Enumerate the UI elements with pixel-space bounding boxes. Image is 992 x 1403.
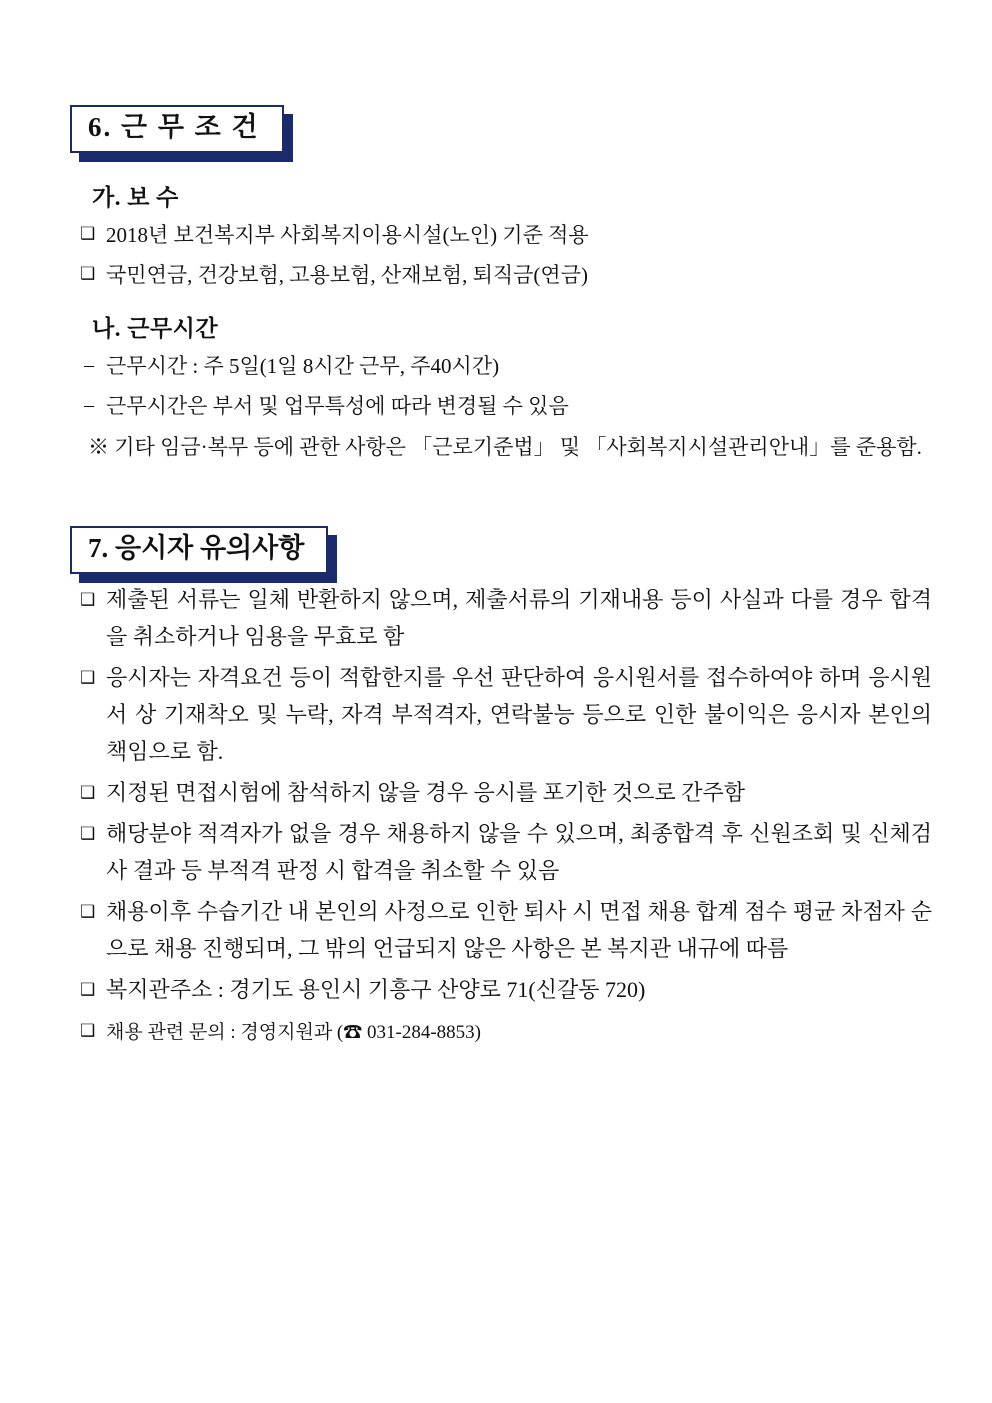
section-spacer [70, 464, 932, 526]
list-item [70, 218, 932, 252]
circle-bullet-icon: ❑ [80, 782, 96, 802]
list-item [70, 660, 932, 771]
list-item-text: 근무시간은 부서 및 업무특성에 따라 변경될 수 있음 [106, 393, 569, 418]
circle-bullet-icon: ❑ [80, 979, 96, 999]
circle-bullet-icon: ❑ [80, 590, 96, 610]
list-item-text: 근무시간 : 주 5일(1일 8시간 근무, 주40시간) [106, 353, 500, 378]
list-item [70, 349, 932, 383]
list-item-text: 해당분야 적격자가 없을 경우 채용하지 않을 수 있으며, 최종합격 후 신원조회 및 신체검사 결과 등 부적격 판정 시 합격을 취소할 수 있음 [106, 820, 932, 883]
list-item-text: 제출된 서류는 일체 반환하지 않으며, 제출서류의 기재내용 등이 사실과 다를 경우 합격을 취소하거나 임용을 무효로 함 [106, 587, 932, 649]
section-7-list [70, 582, 932, 1049]
list-item-contact [70, 1013, 932, 1050]
section-6 [70, 105, 932, 464]
section-7-heading [70, 526, 328, 574]
list-item [70, 582, 932, 656]
section-7 [70, 526, 932, 1049]
list-item [70, 775, 932, 812]
list-item-text: 채용 관련 문의 : 경영지원과 (☎ 031-284-8853) [106, 1021, 481, 1043]
list-item-text: 복지관주소 : 경기도 용인시 기흥구 산양로 71(신갈동 720) [106, 976, 646, 1002]
circle-bullet-icon: ❑ [80, 823, 96, 843]
list-item-text: 채용이후 수습기간 내 본인의 사정으로 인한 퇴사 시 면접 채용 합계 점수 평균 차점자 순으로 채용 진행되며, 그 밖의 언급되지 않은 사항은 본 복지관 내규에 따름 [106, 898, 932, 961]
circle-bullet-icon: ❑ [80, 263, 96, 283]
list-item-text: 응시자는 자격요건 등이 적합한지를 우선 판단하여 응시원서를 접수하여야 하며 응시원서 상 기재착오 및 누락, 자격 부적격자, 연락불능 등으로 인한 불이익은 응시자 본인의 책임으로 함. [106, 664, 932, 764]
section-7-title: 7. 응시자 유의사항 [88, 533, 305, 564]
subsection-working-hours-label: 나. 근무시간 [92, 315, 219, 341]
heading-box [70, 105, 284, 153]
list-item-text: 2018년 보건복지부 사회복지이용시설(노인) 기준 적용 [106, 222, 589, 247]
section-6-heading [70, 105, 284, 153]
list-item-text: 지정된 면접시험에 참석하지 않을 경우 응시를 포기한 것으로 간주함 [106, 779, 746, 805]
list-item [70, 389, 932, 423]
circle-bullet-icon: ❑ [80, 667, 96, 687]
subsection-salary [70, 179, 932, 292]
section-6-title: 6. 근 무 조 건 [88, 112, 260, 142]
circle-bullet-icon: ❑ [80, 223, 96, 243]
dash-bullet-icon: – [84, 353, 94, 376]
list-item [70, 816, 932, 890]
section-6-note: ※ 기타 임금·복무 등에 관한 사항은 「근로기준법」 및 「사회복지시설관리안내」를 준용함. [88, 434, 922, 459]
subsection-working-hours-list [70, 349, 932, 423]
circle-bullet-icon: ❑ [80, 1020, 96, 1040]
list-item [70, 894, 932, 968]
heading-box [70, 526, 328, 574]
list-item-text: 국민연금, 건강보험, 고용보험, 산재보험, 퇴직금(연금) [106, 262, 588, 287]
circle-bullet-icon: ❑ [80, 901, 96, 921]
subsection-working-hours [70, 310, 932, 423]
list-item [70, 258, 932, 292]
list-item-address [70, 972, 932, 1009]
subsection-salary-label: 가. 보 수 [92, 184, 179, 210]
dash-bullet-icon: – [84, 393, 94, 416]
subsection-salary-list [70, 218, 932, 292]
